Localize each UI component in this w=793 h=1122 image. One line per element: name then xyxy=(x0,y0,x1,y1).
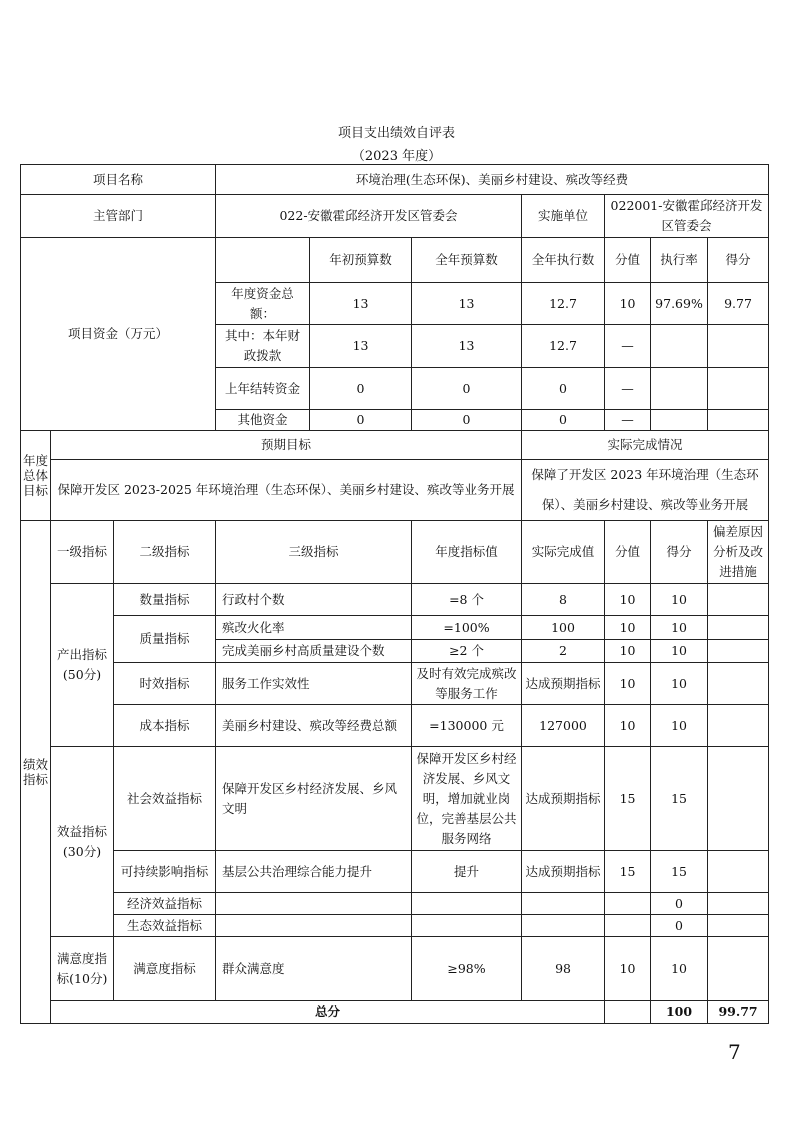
deviation-note xyxy=(708,747,769,851)
score: 15 xyxy=(651,747,708,851)
indicator-header: 二级指标 xyxy=(114,521,216,584)
funds-header: 执行率 xyxy=(651,238,708,283)
expected-goal-label: 预期目标 xyxy=(51,431,522,460)
deviation-note xyxy=(708,616,769,640)
department-row xyxy=(21,195,769,238)
indicator-header: 实际完成值 xyxy=(522,521,605,584)
score: 15 xyxy=(651,851,708,893)
indicator-header: 得分 xyxy=(651,521,708,584)
target-value: 及时有效完成殡改等服务工作 xyxy=(412,663,522,705)
level3-indicator: 殡改火化率 xyxy=(216,616,412,640)
score: 10 xyxy=(651,640,708,663)
self-evaluation-table xyxy=(20,164,769,1024)
target-value: ≥2 个 xyxy=(412,640,522,663)
project-name-row xyxy=(21,165,769,195)
funds-cell xyxy=(708,410,769,431)
indicator-header: 三级指标 xyxy=(216,521,412,584)
score-value: 10 xyxy=(605,937,651,1001)
funds-cell: 13 xyxy=(412,325,522,368)
target-value: 保障开发区乡村经济发展、乡风文明，增加就业岗位，完善基层公共服务网络 xyxy=(412,747,522,851)
actual-goal: 保障了开发区 2023 年环境治理（生态环保）、美丽乡村建设、殡改等业务开展 xyxy=(522,460,769,521)
level1-indicator: 满意度指标(10分) xyxy=(51,937,114,1001)
deviation-note xyxy=(708,851,769,893)
level3-indicator xyxy=(216,893,412,915)
indicator-header: 偏差原因分析及改进措施 xyxy=(708,521,769,584)
funds-row-name: 上年结转资金 xyxy=(216,368,310,410)
level3-indicator: 基层公共治理综合能力提升 xyxy=(216,851,412,893)
funds-row-name: 其他资金 xyxy=(216,410,310,431)
level3-indicator: 群众满意度 xyxy=(216,937,412,1001)
actual-value: 98 xyxy=(522,937,605,1001)
target-value: =8 个 xyxy=(412,584,522,616)
funds-cell xyxy=(651,410,708,431)
indicator-row xyxy=(21,851,769,893)
funds-cell: 0 xyxy=(522,368,605,410)
score-value xyxy=(605,915,651,937)
score: 10 xyxy=(651,584,708,616)
funds-cell: 0 xyxy=(412,410,522,431)
score-value: 15 xyxy=(605,747,651,851)
expected-goal: 保障开发区 2023-2025 年环境治理（生态环保）、美丽乡村建设、殡改等业务开展 xyxy=(51,460,522,521)
funds-header: 分值 xyxy=(605,238,651,283)
level2-indicator: 数量指标 xyxy=(114,584,216,616)
score: 10 xyxy=(651,663,708,705)
funds-cell: 97.69% xyxy=(651,283,708,325)
deviation-note xyxy=(708,584,769,616)
funds-cell: — xyxy=(605,410,651,431)
total-label: 总分 xyxy=(51,1001,605,1024)
indicator-header: 年度指标值 xyxy=(412,521,522,584)
goals-label: 年度总体目标 xyxy=(21,431,51,521)
target-value: ≥98% xyxy=(412,937,522,1001)
deviation-note xyxy=(708,640,769,663)
funds-cell: 0 xyxy=(310,410,412,431)
level3-indicator: 服务工作实效性 xyxy=(216,663,412,705)
deviation-note xyxy=(708,937,769,1001)
funds-header: 全年执行数 xyxy=(522,238,605,283)
document-subtitle: （2023 年度） xyxy=(351,149,442,164)
funds-cell: 12.7 xyxy=(522,325,605,368)
dept-label: 主管部门 xyxy=(21,195,216,238)
funds-header: 年初预算数 xyxy=(310,238,412,283)
total-score-value: 100 xyxy=(651,1001,708,1024)
indicator-row xyxy=(21,584,769,616)
funds-header: 全年预算数 xyxy=(412,238,522,283)
funds-cell: 13 xyxy=(310,283,412,325)
goals-header-row xyxy=(21,431,769,460)
level2-indicator: 时效指标 xyxy=(114,663,216,705)
level2-indicator: 经济效益指标 xyxy=(114,893,216,915)
total-row xyxy=(21,1001,769,1024)
deviation-note xyxy=(708,893,769,915)
level2-indicator: 生态效益指标 xyxy=(114,915,216,937)
funds-cell: — xyxy=(605,368,651,410)
indicator-row xyxy=(21,663,769,705)
total-score: 99.77 xyxy=(708,1001,769,1024)
deviation-note xyxy=(708,663,769,705)
empty-cell xyxy=(605,1001,651,1024)
indicator-header: 分值 xyxy=(605,521,651,584)
indicator-row xyxy=(21,937,769,1001)
score-value: 15 xyxy=(605,851,651,893)
actual-value xyxy=(522,893,605,915)
goals-row xyxy=(21,460,769,521)
level2-indicator: 可持续影响指标 xyxy=(114,851,216,893)
target-value xyxy=(412,893,522,915)
level3-indicator: 行政村个数 xyxy=(216,584,412,616)
level2-indicator: 质量指标 xyxy=(114,616,216,663)
funds-cell: 10 xyxy=(605,283,651,325)
funds-cell xyxy=(651,325,708,368)
level2-indicator: 满意度指标 xyxy=(114,937,216,1001)
target-value: 提升 xyxy=(412,851,522,893)
indicators-header-row xyxy=(21,521,769,584)
funds-cell xyxy=(651,368,708,410)
funds-header-row xyxy=(21,238,769,283)
target-value xyxy=(412,915,522,937)
deviation-note xyxy=(708,915,769,937)
level2-indicator: 成本指标 xyxy=(114,705,216,747)
score-value: 10 xyxy=(605,705,651,747)
impl-label: 实施单位 xyxy=(522,195,605,238)
indicator-row xyxy=(21,616,769,640)
target-value: =100% xyxy=(412,616,522,640)
funds-cell: — xyxy=(605,325,651,368)
indicator-row xyxy=(21,747,769,851)
document-title: 项目支出绩效自评表 xyxy=(337,126,455,141)
level3-indicator: 保障开发区乡村经济发展、乡风文明 xyxy=(216,747,412,851)
funds-cell: 13 xyxy=(310,325,412,368)
actual-value: 100 xyxy=(522,616,605,640)
score: 0 xyxy=(651,893,708,915)
funds-cell: 0 xyxy=(522,410,605,431)
empty-cell xyxy=(216,238,310,283)
funds-cell: 9.77 xyxy=(708,283,769,325)
score-value: 10 xyxy=(605,584,651,616)
funds-cell: 0 xyxy=(412,368,522,410)
actual-value: 达成预期指标 xyxy=(522,747,605,851)
actual-value: 8 xyxy=(522,584,605,616)
actual-value: 2 xyxy=(522,640,605,663)
funds-cell: 12.7 xyxy=(522,283,605,325)
indicator-row xyxy=(21,893,769,915)
level3-indicator xyxy=(216,915,412,937)
indicator-row xyxy=(21,915,769,937)
project-name-value: 环境治理(生态环保)、美丽乡村建设、殡改等经费 xyxy=(216,165,769,195)
score-value: 10 xyxy=(605,616,651,640)
score-value xyxy=(605,893,651,915)
score: 10 xyxy=(651,705,708,747)
deviation-note xyxy=(708,705,769,747)
score: 10 xyxy=(651,937,708,1001)
score-value: 10 xyxy=(605,663,651,705)
level3-indicator: 美丽乡村建设、殡改等经费总额 xyxy=(216,705,412,747)
funds-cell xyxy=(708,368,769,410)
actual-goal-label: 实际完成情况 xyxy=(522,431,769,460)
actual-value: 达成预期指标 xyxy=(522,663,605,705)
level2-indicator: 社会效益指标 xyxy=(114,747,216,851)
dept-value: 022-安徽霍邱经济开发区管委会 xyxy=(216,195,522,238)
actual-value xyxy=(522,915,605,937)
indicators-label: 绩效指标 xyxy=(21,521,51,1024)
target-value: =130000 元 xyxy=(412,705,522,747)
level1-indicator: 效益指标(30分) xyxy=(51,747,114,937)
funds-cell: 0 xyxy=(310,368,412,410)
score: 0 xyxy=(651,915,708,937)
funds-header: 得分 xyxy=(708,238,769,283)
level1-indicator: 产出指标(50分) xyxy=(51,584,114,747)
funds-cell: 13 xyxy=(412,283,522,325)
actual-value: 127000 xyxy=(522,705,605,747)
funds-cell xyxy=(708,325,769,368)
indicator-header: 一级指标 xyxy=(51,521,114,584)
actual-value: 达成预期指标 xyxy=(522,851,605,893)
funds-row-name: 年度资金总额： xyxy=(216,283,310,325)
score: 10 xyxy=(651,616,708,640)
impl-value: 022001-安徽霍邱经济开发区管委会 xyxy=(605,195,769,238)
project-name-label: 项目名称 xyxy=(21,165,216,195)
funds-row-name: 其中：本年财政拨款 xyxy=(216,325,310,368)
score-value: 10 xyxy=(605,640,651,663)
page-number: 7 xyxy=(728,1040,741,1064)
indicator-row xyxy=(21,705,769,747)
level3-indicator: 完成美丽乡村高质量建设个数 xyxy=(216,640,412,663)
funds-label: 项目资金（万元） xyxy=(21,238,216,431)
